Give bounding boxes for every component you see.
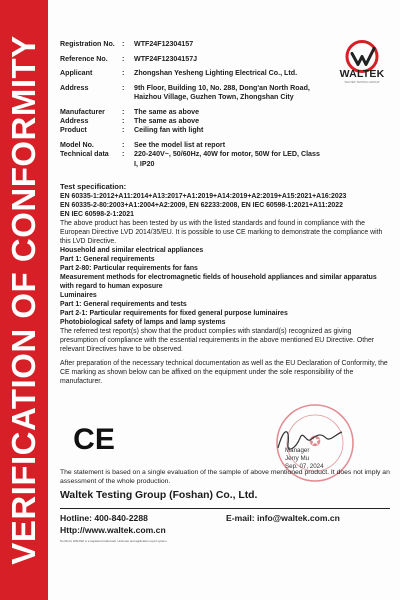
field-label: Reference No. xyxy=(60,54,108,63)
logo-wordmark: WALTEK xyxy=(339,68,385,80)
field-label: Applicant xyxy=(60,69,93,78)
web-address: //www.waltek.com.cn xyxy=(80,525,166,535)
standard-title: Part 2-1: Particular requirements for fixed general purpose luminaires xyxy=(60,310,288,317)
field-colon: : xyxy=(122,40,125,48)
signature-date: Sep. 07, 2024 xyxy=(285,463,324,470)
email-address: info@waltek.com.cn xyxy=(257,513,340,523)
ce-mark-icon xyxy=(72,423,116,453)
field-address xyxy=(60,84,320,102)
field-colon: : xyxy=(122,126,125,135)
field-technical-data xyxy=(60,150,320,168)
field-colon: : xyxy=(122,108,125,117)
field-label: Product xyxy=(60,126,87,135)
field-reference-no xyxy=(60,55,320,64)
field-value: The same as above xyxy=(134,117,200,126)
svg-text:✪: ✪ xyxy=(309,433,321,449)
field-value: 9th Floor, Building 10, No. 288, Dong'an North Road, Haizhou Village, Guzhen Town, Zhongshan City xyxy=(134,84,310,102)
email-block xyxy=(226,513,340,523)
field-label: Address xyxy=(60,84,89,93)
field-colon: : xyxy=(122,141,125,150)
hotline-label: Hotline: xyxy=(60,513,92,523)
issuer-company: Waltek Testing Group (Foshan) Co., Ltd. xyxy=(60,490,258,501)
field-label: Manufacturer xyxy=(60,108,105,117)
standard-title: Measurement methods for electromagnetic fields of household appliances and similar apparatus with regard to human exposure xyxy=(60,274,377,290)
fine-print: No.09-24, WALTEK is a registered trademark. Unknown and application report system. xyxy=(60,539,168,543)
field-label: Registration No. xyxy=(60,40,115,48)
field-value: WTF24F12304157J xyxy=(134,54,198,63)
email-label: E-mail: xyxy=(226,513,255,523)
standard-title: Part 2-80: Particular requirements for fans xyxy=(60,265,198,272)
field-registration-no xyxy=(60,40,320,49)
field-value: Ceiling fan with light xyxy=(134,126,204,135)
field-label: Model No. xyxy=(60,141,94,150)
contact-row-hotline xyxy=(60,513,390,523)
field-colon: : xyxy=(122,69,125,78)
field-label: Technical data xyxy=(60,150,109,159)
standard-title: Part 1: General requirements and tests xyxy=(60,301,187,308)
field-value: See the model list at report xyxy=(134,141,226,150)
ce-marking-paragraph: After preparation of the necessary technical documentation as well as the EU Declaration of Conformity, the CE marking as shown below can be affixed on the equipment under the sole responsibility of the manufacturer. xyxy=(60,360,388,385)
compliance-paragraph: The above product has been tested by us with the listed standards and found in compliance with the European Directive LVD 2014/35/EU. It is possible to use CE marking to demonstrate the compliance with this LVD Directive. xyxy=(60,220,383,245)
field-product xyxy=(60,126,320,135)
sidebar-title: VERIFICATION OF CONFORMITY xyxy=(5,35,42,565)
field-colon: : xyxy=(122,150,125,159)
field-colon: : xyxy=(122,117,125,126)
disclaimer-note: The statement is based on a single evaluation of the sample of above mentioned product. It does not imply an assessment of the whole production. xyxy=(60,469,390,485)
field-colon: : xyxy=(122,84,125,93)
presumption-paragraph: The referred test report(s) show that the product complies with standard(s) recognized as giving presumption of compliance with the essential requirements in the above mentioned EU Directive. Other relevant Directives have to be observed. xyxy=(60,328,375,353)
spec-standard-line: EN IEC 60598-2-1:2021 xyxy=(60,211,134,218)
web-label: Http: xyxy=(60,525,81,535)
test-specification xyxy=(60,182,390,386)
field-manufacturer-address xyxy=(60,117,320,126)
footer-divider xyxy=(60,508,390,509)
standard-title: Luminaires xyxy=(60,292,97,299)
sidebar-banner xyxy=(0,0,48,600)
field-colon: : xyxy=(122,54,125,63)
contact-row-web xyxy=(60,525,390,535)
spec-standard-line: EN 60335-1:2012+A11:2014+A13:2017+A1:2019+A14:2019+A2:2019+A15:2021+A16:2023 xyxy=(60,193,347,200)
logo-tagline: WALTEK TESTING GROUP xyxy=(344,80,380,84)
signatory-title: Manager xyxy=(285,447,310,454)
standard-title: Photobiological safety of lamps and lamp systems xyxy=(60,319,226,326)
field-label: Address xyxy=(60,117,89,126)
svg-text:CE: CE xyxy=(73,423,115,453)
field-value: WTF24F12304157 xyxy=(134,40,194,48)
field-applicant xyxy=(60,69,320,78)
certificate-fields xyxy=(60,40,320,169)
field-manufacturer xyxy=(60,108,320,117)
standard-title: Household and similar electrical appliances xyxy=(60,247,204,254)
spec-heading: Test specification: xyxy=(60,182,127,191)
field-value: The same as above xyxy=(134,108,200,117)
field-value: Zhongshan Yesheng Lighting Electrical Co., Ltd. xyxy=(134,69,298,78)
spec-standard-line: EN 60335-2-80:2003+A1:2004+A2:2009, EN 62233:2008, EN IEC 60598-1:2021+A11:2022 xyxy=(60,202,343,209)
hotline-number: 400-840-2288 xyxy=(94,513,148,523)
field-model-no xyxy=(60,141,320,150)
field-value: 220-240V~, 50/60Hz, 40W for motor, 50W for LED, Class I, IP20 xyxy=(134,150,320,168)
signatory-name: Jerry Mu xyxy=(285,455,310,462)
standard-title: Part 1: General requirements xyxy=(60,256,155,263)
